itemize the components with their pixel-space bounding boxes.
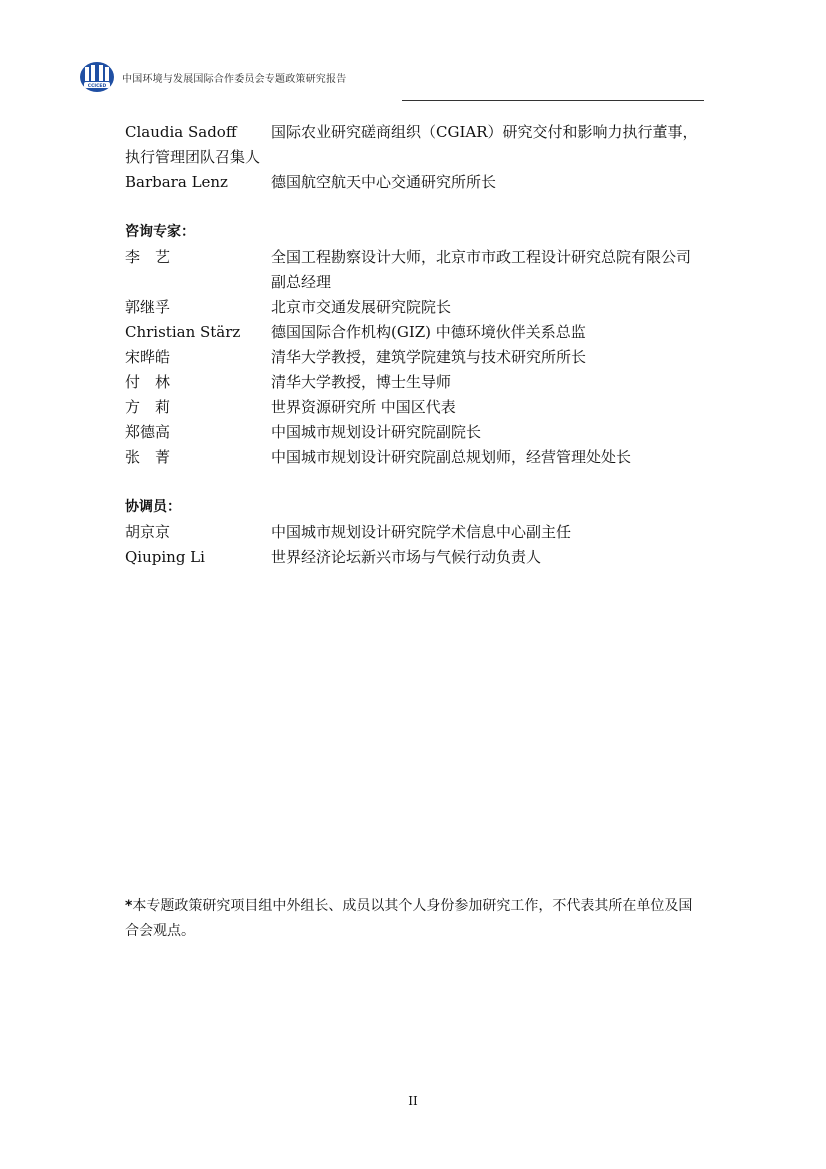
coordinators-heading: 协调员： <box>125 499 181 515</box>
advisor-name: 郑德高 <box>125 423 171 441</box>
report-series-title: 中国环境与发展国际合作委员会专题政策研究报告 <box>122 74 347 85</box>
advisor-role: 德国国际合作机构(GIZ) 中德环境伙伴关系总监 <box>271 323 586 341</box>
advisor-row <box>125 245 705 295</box>
advisor-row <box>125 345 705 370</box>
advisor-name: Christian Stärz <box>125 323 241 341</box>
member-list <box>125 120 705 570</box>
disclaimer-footnote <box>125 894 705 944</box>
logo-text: CCICED <box>87 84 107 89</box>
cciced-logo <box>79 61 115 93</box>
advisor-role: 北京市交通发展研究院院长 <box>271 298 452 316</box>
advisor-role: 清华大学教授，博士生导师 <box>271 373 452 391</box>
member-name: Barbara Lenz <box>125 173 228 191</box>
advisor-name: 李 艺 <box>125 248 171 266</box>
coordinator-role: 中国城市规划设计研究院学术信息中心副主任 <box>271 523 572 541</box>
advisor-name: 付 林 <box>125 373 171 391</box>
advisor-row <box>125 395 705 420</box>
advisor-name: 张 菁 <box>125 448 171 466</box>
coordinator-name: 胡京京 <box>125 523 171 541</box>
advisor-name: 宋晔皓 <box>125 348 171 366</box>
member-row <box>125 120 705 170</box>
advisor-row <box>125 370 705 395</box>
advisor-role: 中国城市规划设计研究院副院长 <box>271 423 482 441</box>
coordinator-row <box>125 520 705 545</box>
advisor-row <box>125 320 705 345</box>
member-role: 德国航空航天中心交通研究所所长 <box>271 173 497 191</box>
coordinator-name: Qiuping Li <box>125 548 205 566</box>
advisor-name: 方 莉 <box>125 398 171 416</box>
member-name: Claudia Sadoff <box>125 123 237 141</box>
advisor-role: 世界资源研究所 中国区代表 <box>271 398 456 416</box>
advisor-row <box>125 445 705 470</box>
advisor-name: 郭继孚 <box>125 298 171 316</box>
advisor-row <box>125 295 705 320</box>
advisor-role: 全国工程勘察设计大师，北京市市政工程设计研究总院有限公司副总经理 <box>271 248 692 291</box>
advisor-role: 中国城市规划设计研究院副总规划师，经营管理处处长 <box>271 448 632 466</box>
advisor-row <box>125 420 705 445</box>
member-role: 国际农业研究磋商组织（CGIAR）研究交付和影响力执行董事，执行管理团队召集人 <box>125 123 698 166</box>
advisors-heading: 咨询专家： <box>125 224 195 240</box>
coordinator-role: 世界经济论坛新兴市场与气候行动负责人 <box>271 548 542 566</box>
member-row <box>125 170 705 195</box>
header-rule <box>402 100 704 101</box>
footnote-text: 本专题政策研究项目组中外组长、成员以其个人身份参加研究工作，不代表其所在单位及国合会观点。 <box>125 898 693 939</box>
coordinator-row <box>125 545 705 570</box>
page-number: II <box>408 1094 418 1108</box>
advisor-role: 清华大学教授，建筑学院建筑与技术研究所所长 <box>271 348 587 366</box>
footnote-marker: * <box>125 898 133 914</box>
